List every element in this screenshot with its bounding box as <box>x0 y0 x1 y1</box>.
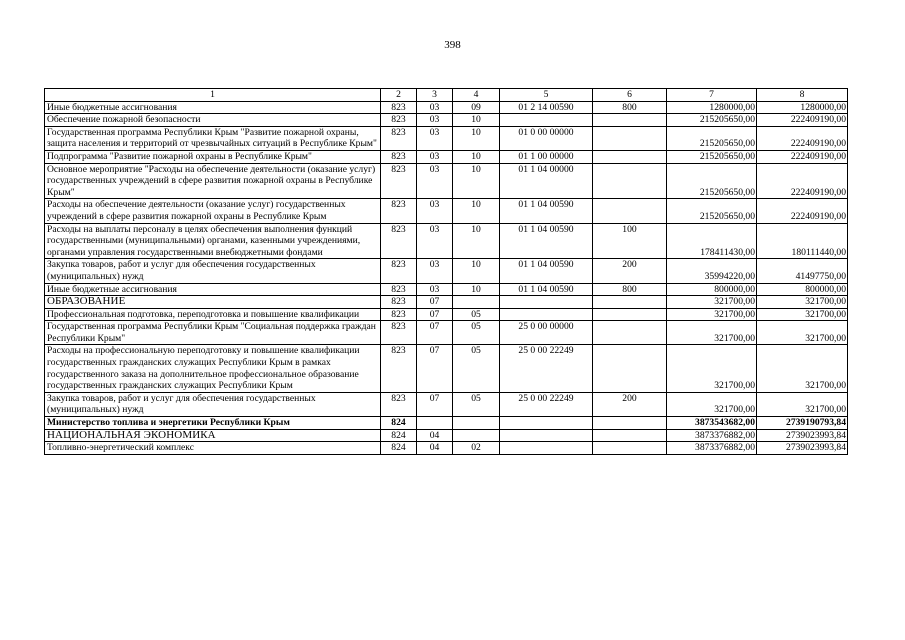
cell-ministry-code: 823 <box>381 150 417 163</box>
header-cell: 4 <box>453 89 500 102</box>
cell-amount-col8: 41497750,00 <box>757 259 848 283</box>
cell-amount-col8: 222409190,00 <box>757 126 848 150</box>
cell-ministry-code: 823 <box>381 345 417 392</box>
cell-ministry-code: 823 <box>381 392 417 416</box>
table-row <box>45 345 848 392</box>
cell-amount-col7: 178411430,00 <box>667 223 757 259</box>
cell-amount-col8: 222409190,00 <box>757 163 848 199</box>
cell-amount-col7: 1280000,00 <box>667 101 757 114</box>
cell-section: 03 <box>417 223 453 259</box>
cell-ministry-code: 823 <box>381 283 417 296</box>
cell-section: 03 <box>417 126 453 150</box>
cell-ministry-code: 823 <box>381 259 417 283</box>
cell-section: 07 <box>417 308 453 321</box>
cell-section: 03 <box>417 259 453 283</box>
cell-target-item: 01 1 04 00590 <box>500 199 593 223</box>
cell-section: 03 <box>417 114 453 127</box>
table-row <box>45 163 848 199</box>
cell-amount-col7: 35994220,00 <box>667 259 757 283</box>
table-row <box>45 114 848 127</box>
row-name: Обеспечение пожарной безопасности <box>45 114 381 127</box>
cell-subsection: 10 <box>453 199 500 223</box>
table-row <box>45 101 848 114</box>
cell-target-item: 01 1 04 00590 <box>500 259 593 283</box>
table-row <box>45 296 848 309</box>
cell-amount-col7: 800000,00 <box>667 283 757 296</box>
cell-expense-type <box>593 417 667 430</box>
cell-target-item: 01 1 04 00590 <box>500 223 593 259</box>
cell-expense-type <box>593 308 667 321</box>
cell-subsection: 05 <box>453 321 500 345</box>
row-name: Иные бюджетные ассигнования <box>45 283 381 296</box>
cell-amount-col7: 321700,00 <box>667 345 757 392</box>
cell-expense-type <box>593 114 667 127</box>
cell-target-item: 25 0 00 22249 <box>500 345 593 392</box>
cell-subsection: 10 <box>453 259 500 283</box>
cell-target-item <box>500 417 593 430</box>
row-name: Закупка товаров, работ и услуг для обеспечения государственных (муниципальных) нужд <box>45 259 381 283</box>
cell-amount-col8: 1280000,00 <box>757 101 848 114</box>
cell-section: 07 <box>417 392 453 416</box>
table-row <box>45 259 848 283</box>
cell-section: 07 <box>417 321 453 345</box>
cell-amount-col8: 180111440,00 <box>757 223 848 259</box>
header-cell: 6 <box>593 89 667 102</box>
row-name: Топливно-энергетический комплекс <box>45 442 381 455</box>
cell-ministry-code: 823 <box>381 199 417 223</box>
cell-subsection <box>453 429 500 442</box>
cell-amount-col8: 321700,00 <box>757 392 848 416</box>
cell-expense-type <box>593 321 667 345</box>
cell-subsection: 05 <box>453 392 500 416</box>
cell-amount-col7: 3873376882,00 <box>667 429 757 442</box>
table-row <box>45 429 848 442</box>
cell-subsection: 05 <box>453 345 500 392</box>
table-row <box>45 392 848 416</box>
cell-target-item <box>500 429 593 442</box>
header-row <box>45 89 848 102</box>
cell-subsection: 09 <box>453 101 500 114</box>
cell-ministry-code: 823 <box>381 126 417 150</box>
cell-section: 04 <box>417 429 453 442</box>
cell-subsection: 10 <box>453 223 500 259</box>
cell-ministry-code: 823 <box>381 163 417 199</box>
row-name: Профессиональная подготовка, переподготовка и повышение квалификации <box>45 308 381 321</box>
cell-amount-col7: 215205650,00 <box>667 150 757 163</box>
cell-target-item: 01 0 00 00000 <box>500 126 593 150</box>
row-name: Основное мероприятие "Расходы на обеспечение деятельности (оказание услуг) государственных учреждений в сфере развития пожарной охраны в Республике Крым" <box>45 163 381 199</box>
cell-section: 03 <box>417 101 453 114</box>
cell-amount-col8: 2739023993,84 <box>757 442 848 455</box>
header-cell: 7 <box>667 89 757 102</box>
cell-subsection: 10 <box>453 283 500 296</box>
table-row <box>45 417 848 430</box>
row-name: Государственная программа Республики Крым "Развитие пожарной охраны, защита населения и территорий от чрезвычайных ситуаций в Республике Крым" <box>45 126 381 150</box>
cell-target-item: 25 0 00 22249 <box>500 392 593 416</box>
cell-target-item <box>500 442 593 455</box>
cell-expense-type: 800 <box>593 101 667 114</box>
cell-section: 03 <box>417 163 453 199</box>
cell-expense-type: 800 <box>593 283 667 296</box>
cell-amount-col8: 2739023993,84 <box>757 429 848 442</box>
row-name: НАЦИОНАЛЬНАЯ ЭКОНОМИКА <box>45 429 381 442</box>
table-row <box>45 199 848 223</box>
cell-ministry-code: 823 <box>381 321 417 345</box>
cell-subsection <box>453 417 500 430</box>
table-row <box>45 321 848 345</box>
cell-subsection: 10 <box>453 163 500 199</box>
cell-amount-col7: 3873543682,00 <box>667 417 757 430</box>
row-name: Расходы на выплаты персоналу в целях обеспечения выполнения функций государственными (муниципальными) органами, казенными учреждениями, органами управления государственными внебюджетными фондами <box>45 223 381 259</box>
cell-target-item: 01 2 14 00590 <box>500 101 593 114</box>
cell-amount-col8: 222409190,00 <box>757 114 848 127</box>
row-name: Расходы на обеспечение деятельности (оказание услуг) государственных учреждений в сфере развития пожарной охраны в Республике Крым <box>45 199 381 223</box>
cell-subsection: 05 <box>453 308 500 321</box>
cell-amount-col7: 321700,00 <box>667 308 757 321</box>
cell-amount-col8: 321700,00 <box>757 321 848 345</box>
cell-expense-type <box>593 345 667 392</box>
page-number: 398 <box>444 39 461 51</box>
table-row <box>45 283 848 296</box>
cell-ministry-code: 823 <box>381 223 417 259</box>
table-row <box>45 150 848 163</box>
cell-subsection: 10 <box>453 114 500 127</box>
cell-section <box>417 417 453 430</box>
row-name: Иные бюджетные ассигнования <box>45 101 381 114</box>
cell-section: 03 <box>417 283 453 296</box>
cell-target-item <box>500 296 593 309</box>
cell-ministry-code: 823 <box>381 308 417 321</box>
cell-section: 03 <box>417 199 453 223</box>
row-name: Расходы на профессиональную переподготовку и повышение квалификации государственных гражданских служащих Республики Крым в рамках государственного заказа на дополнительное профессиональное образование государственных гражданских служащих Республики Крым <box>45 345 381 392</box>
row-name: Подпрограмма "Развитие пожарной охраны в Республике Крым" <box>45 150 381 163</box>
cell-target-item: 25 0 00 00000 <box>500 321 593 345</box>
cell-expense-type <box>593 296 667 309</box>
cell-section: 07 <box>417 345 453 392</box>
cell-amount-col7: 321700,00 <box>667 392 757 416</box>
cell-amount-col8: 800000,00 <box>757 283 848 296</box>
cell-amount-col7: 3873376882,00 <box>667 442 757 455</box>
cell-expense-type <box>593 163 667 199</box>
cell-expense-type <box>593 150 667 163</box>
cell-target-item: 01 1 04 00590 <box>500 283 593 296</box>
cell-expense-type <box>593 429 667 442</box>
table-row <box>45 223 848 259</box>
row-name: Министерство топлива и энергетики Республики Крым <box>45 417 381 430</box>
header-cell: 2 <box>381 89 417 102</box>
cell-amount-col7: 215205650,00 <box>667 114 757 127</box>
cell-ministry-code: 823 <box>381 101 417 114</box>
row-name: ОБРАЗОВАНИЕ <box>45 296 381 309</box>
header-cell: 8 <box>757 89 848 102</box>
cell-section: 03 <box>417 150 453 163</box>
cell-amount-col7: 215205650,00 <box>667 199 757 223</box>
cell-amount-col7: 215205650,00 <box>667 163 757 199</box>
cell-expense-type <box>593 126 667 150</box>
cell-ministry-code: 823 <box>381 114 417 127</box>
cell-expense-type: 200 <box>593 259 667 283</box>
cell-amount-col8: 321700,00 <box>757 296 848 309</box>
cell-expense-type <box>593 442 667 455</box>
cell-amount-col7: 215205650,00 <box>667 126 757 150</box>
header-cell: 3 <box>417 89 453 102</box>
cell-amount-col7: 321700,00 <box>667 296 757 309</box>
cell-ministry-code: 824 <box>381 429 417 442</box>
table-row <box>45 126 848 150</box>
cell-ministry-code: 823 <box>381 296 417 309</box>
cell-amount-col8: 222409190,00 <box>757 199 848 223</box>
cell-expense-type <box>593 199 667 223</box>
cell-ministry-code: 824 <box>381 442 417 455</box>
row-name: Закупка товаров, работ и услуг для обеспечения государственных (муниципальных) нужд <box>45 392 381 416</box>
table-row <box>45 308 848 321</box>
cell-section: 07 <box>417 296 453 309</box>
table-header <box>45 89 848 102</box>
cell-subsection <box>453 296 500 309</box>
cell-amount-col7: 321700,00 <box>667 321 757 345</box>
header-cell: 5 <box>500 89 593 102</box>
cell-expense-type: 100 <box>593 223 667 259</box>
budget-table <box>44 88 848 455</box>
cell-ministry-code: 824 <box>381 417 417 430</box>
cell-amount-col8: 222409190,00 <box>757 150 848 163</box>
cell-subsection: 02 <box>453 442 500 455</box>
cell-section: 04 <box>417 442 453 455</box>
cell-amount-col8: 321700,00 <box>757 308 848 321</box>
cell-subsection: 10 <box>453 150 500 163</box>
cell-target-item <box>500 114 593 127</box>
cell-expense-type: 200 <box>593 392 667 416</box>
header-cell: 1 <box>45 89 381 102</box>
table-row <box>45 442 848 455</box>
cell-subsection: 10 <box>453 126 500 150</box>
cell-amount-col8: 2739190793,84 <box>757 417 848 430</box>
cell-target-item: 01 1 04 00000 <box>500 163 593 199</box>
cell-target-item <box>500 308 593 321</box>
cell-amount-col8: 321700,00 <box>757 345 848 392</box>
row-name: Государственная программа Республики Крым "Социальная поддержка граждан Республики Крым" <box>45 321 381 345</box>
cell-target-item: 01 1 00 00000 <box>500 150 593 163</box>
